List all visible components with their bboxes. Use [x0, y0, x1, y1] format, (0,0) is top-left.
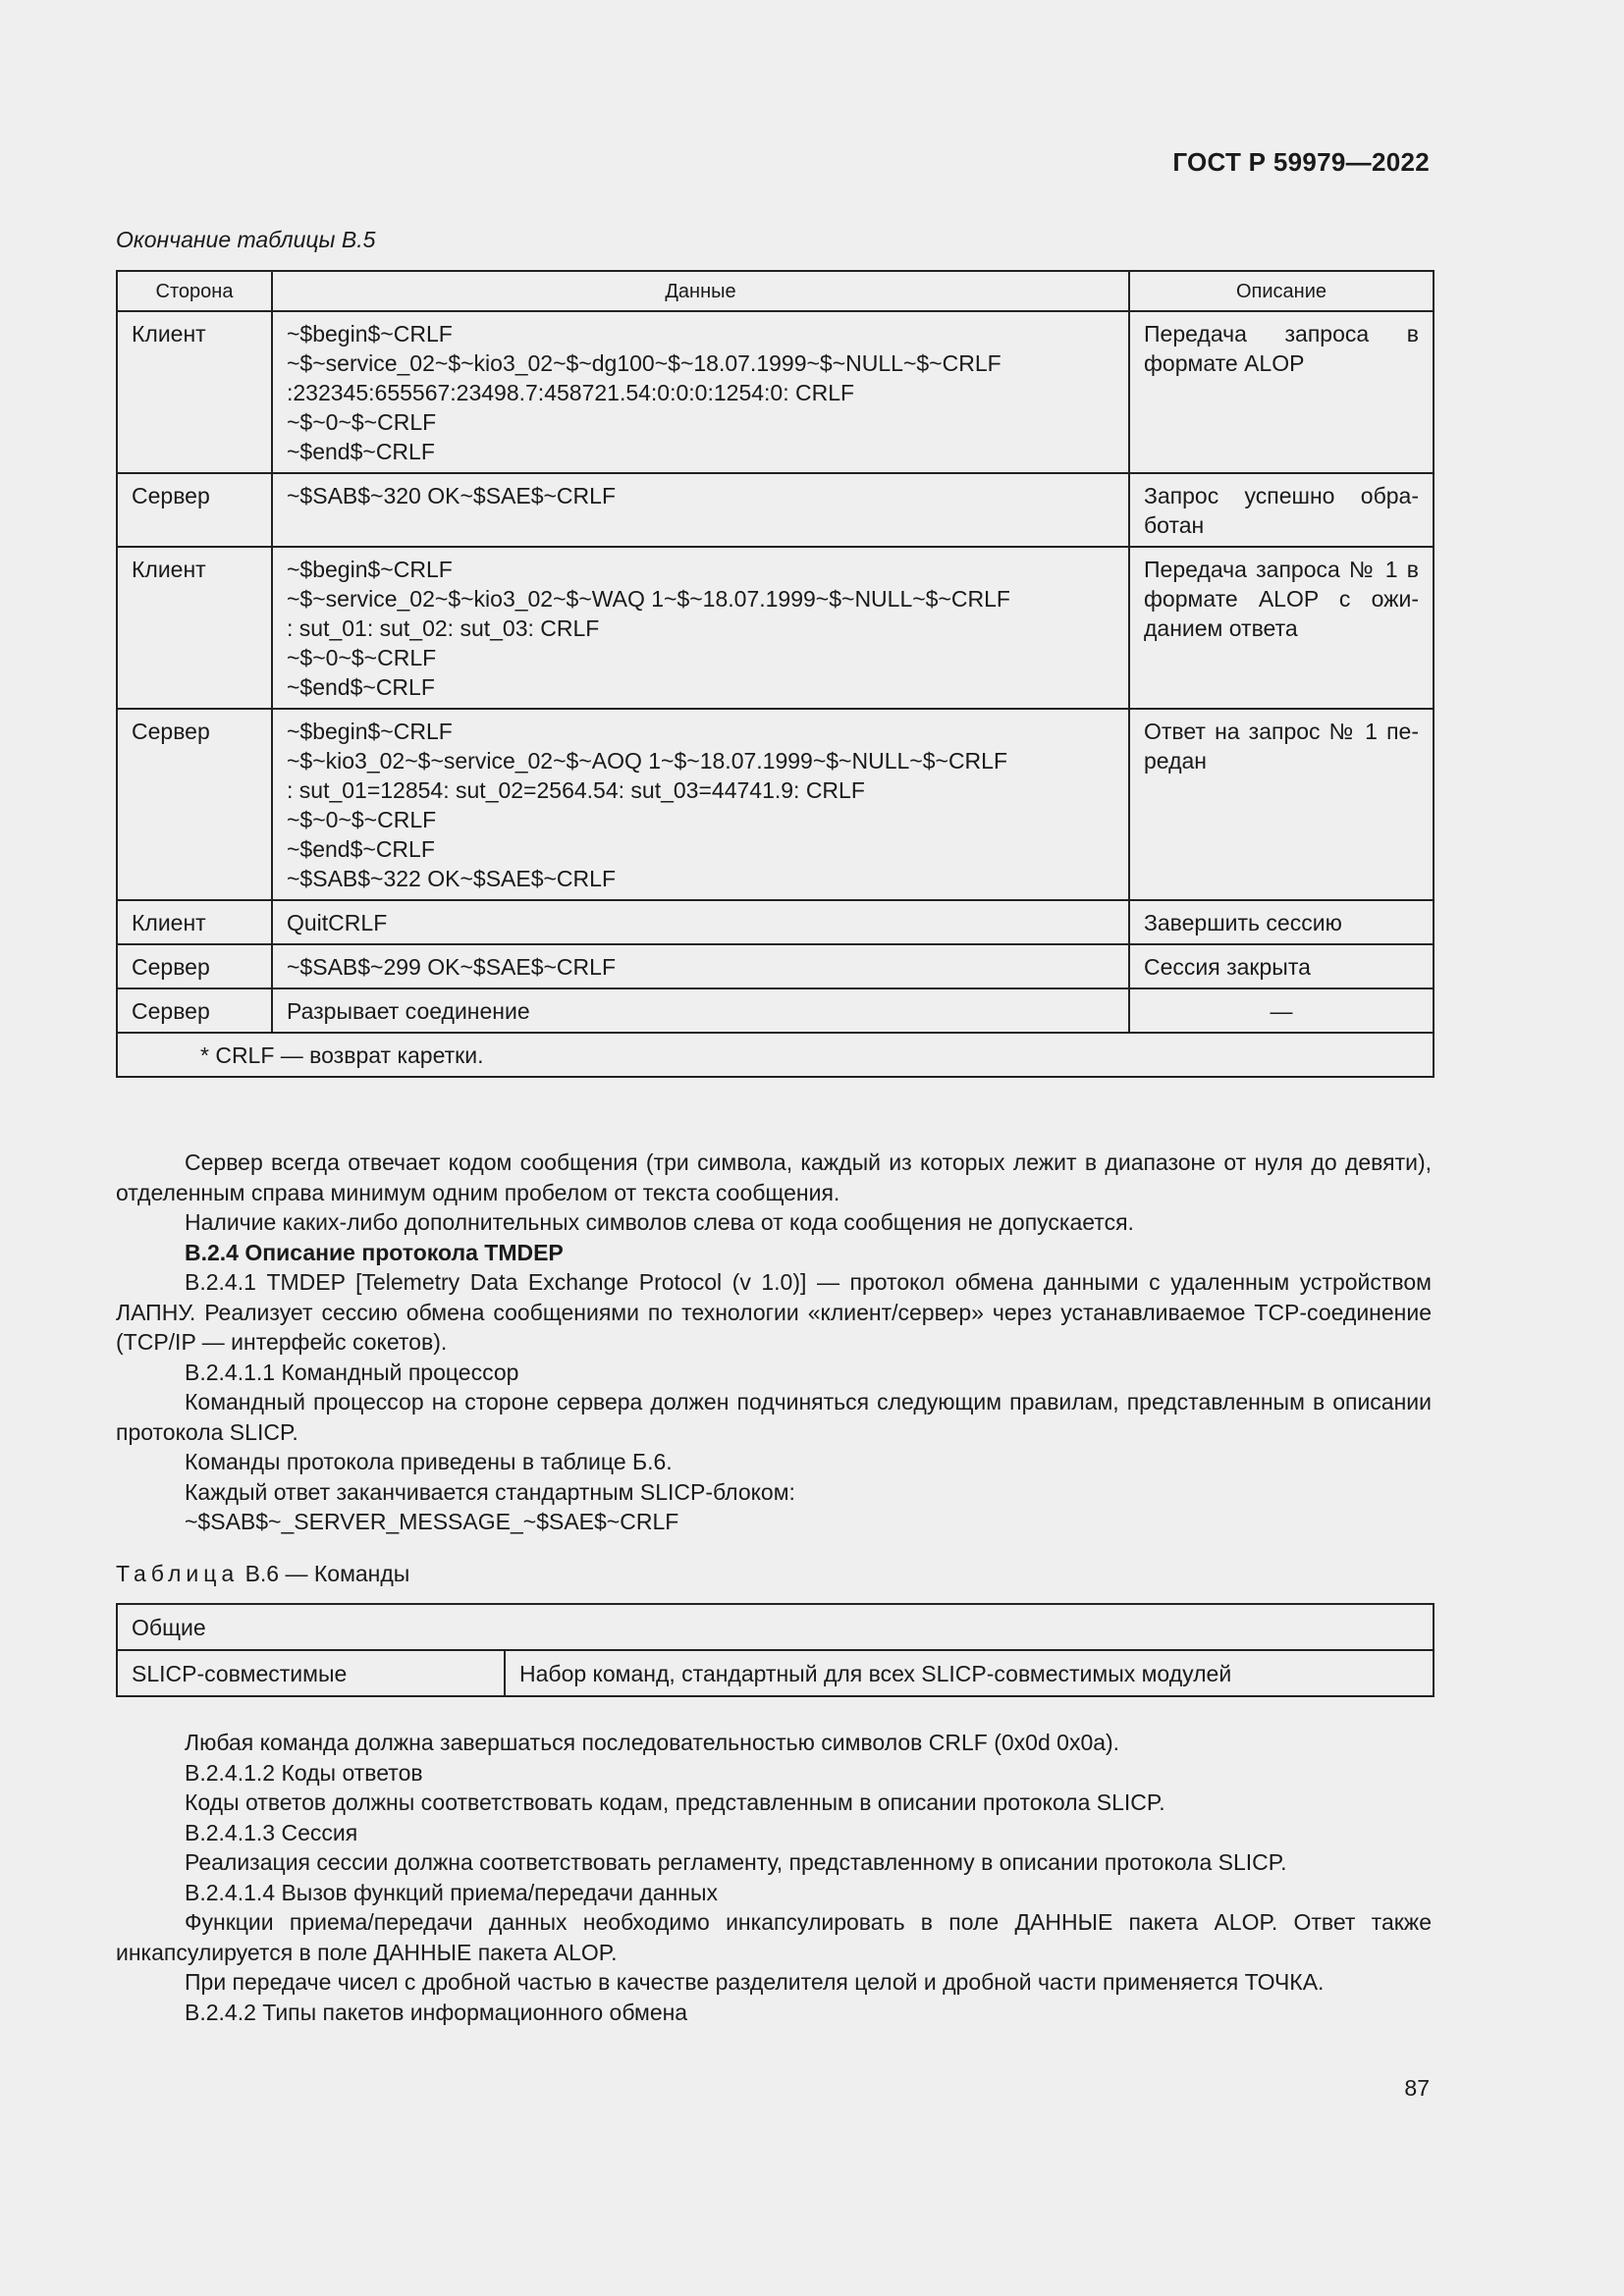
cell-description: Запрос успешно обра-ботан [1129, 473, 1434, 547]
table-footnote-row [117, 1033, 1434, 1077]
cell-side: Сервер [117, 709, 272, 900]
cell-data: ~$begin$~CRLF ~$~kio3_02~$~service_02~$~AOQ 1~$~18.07.1999~$~NULL~$~CRLF : sut_01=12854: sut_02=2564.54: sut_03=44741.9: CRLF ~$~0~$~CRLF ~$end$~CRLF ~$SAB$~322 OK~$SAE$~CRLF [272, 709, 1129, 900]
section-heading: В.2.4 Описание протокола TMDEP [185, 1239, 564, 1265]
cell-side: Клиент [117, 311, 272, 473]
paragraph: Сервер всегда отвечает кодом сообщения (три символа, каждый из которых лежит в диапазоне от нуля до девяти), отделенным справа минимум одним пробелом от текста сообщения. [116, 1149, 1432, 1205]
paragraph: При передаче чисел с дробной частью в качестве разделителя целой и дробной части применяется ТОЧКА. [185, 1969, 1325, 1995]
cell-description: Набор команд, стандартный для всех SLICP-совместимых модулей [505, 1650, 1434, 1696]
cell-data: Разрывает соединение [272, 988, 1129, 1033]
table-b5 [116, 270, 1435, 1078]
paragraph: Наличие каких-либо дополнительных символов слева от кода сообщения не допускается. [185, 1209, 1134, 1235]
paragraph: Функции приема/передачи данных необходимо инкапсулировать в поле ДАННЫЕ пакета ALOP. Ответ также инкапсулируется в поле ДАННЫЕ пакета ALOP. [116, 1909, 1432, 1965]
cell-description: — [1129, 988, 1434, 1033]
cell-side: Клиент [117, 547, 272, 709]
cell-general: Общие [117, 1604, 1434, 1650]
subsection-heading: В.2.4.1.2 Коды ответов [185, 1759, 423, 1786]
paragraph: Любая команда должна завершаться последовательностью символов CRLF (0x0d 0x0a). [185, 1730, 1120, 1755]
table-row [117, 1604, 1434, 1650]
cell-data: ~$begin$~CRLF ~$~service_02~$~kio3_02~$~WAQ 1~$~18.07.1999~$~NULL~$~CRLF : sut_01: sut_02: sut_03: CRLF ~$~0~$~CRLF ~$end$~CRLF [272, 547, 1129, 709]
paragraph: В.2.4.1 TMDEP [Telemetry Data Exchange Protocol (v 1.0)] — протокол обмена данными с удаленным устройством ЛАПНУ. Реализует сессию обмена сообщениями по технологии «клиент/сервер» через устанавливаемое TCP-соединение (TCP/IP — интерфейс сокетов). [116, 1269, 1432, 1355]
table-continuation-caption: Окончание таблицы В.5 [116, 227, 376, 252]
cell-description: Завершить сессию [1129, 900, 1434, 944]
paragraph: Командный процессор на стороне сервера должен подчиняться следующим правилам, представленным в описании протокола SLICP. [116, 1389, 1432, 1445]
cell-side: Сервер [117, 988, 272, 1033]
cell-side: Клиент [117, 900, 272, 944]
cell-category: SLICP-совместимые [117, 1650, 505, 1696]
table-row [117, 709, 1434, 900]
table-label: Таблица [116, 1561, 240, 1586]
cell-data: ~$SAB$~320 OK~$SAE$~CRLF [272, 473, 1129, 547]
table-row [117, 311, 1434, 473]
cell-data: QuitCRLF [272, 900, 1129, 944]
table-row [117, 547, 1434, 709]
subsection-heading: В.2.4.1.3 Сессия [185, 1819, 358, 1845]
subsection-heading: В.2.4.2 Типы пакетов информационного обмена [185, 1999, 688, 2025]
table-b6 [116, 1603, 1435, 1697]
table-row [117, 473, 1434, 547]
paragraph: Каждый ответ заканчивается стандартным SLICP-блоком: [185, 1478, 795, 1505]
table-row [117, 988, 1434, 1033]
paragraph: Реализация сессии должна соответствовать регламенту, представленному в описании протокола SLICP. [185, 1849, 1287, 1875]
cell-data: ~$SAB$~299 OK~$SAE$~CRLF [272, 944, 1129, 988]
table-b6-caption [116, 1561, 409, 1587]
cell-description: Передача запроса № 1 в формате ALOP с ожи-данием ответа [1129, 547, 1434, 709]
table-title: В.6 — Команды [239, 1561, 410, 1586]
table-footnote: * CRLF — возврат каретки. [117, 1033, 1434, 1077]
cell-side: Сервер [117, 473, 272, 547]
column-header-side: Сторона [117, 271, 272, 311]
paragraph: Команды протокола приведены в таблице Б.6. [185, 1449, 673, 1474]
cell-description: Передача запроса в формате ALOP [1129, 311, 1434, 473]
cell-description: Сессия закрыта [1129, 944, 1434, 988]
document-code: ГОСТ Р 59979—2022 [1172, 147, 1430, 177]
section-text-1 [116, 1148, 1432, 1537]
table-header-row [117, 271, 1434, 311]
column-header-description: Описание [1129, 271, 1434, 311]
cell-data: ~$begin$~CRLF ~$~service_02~$~kio3_02~$~dg100~$~18.07.1999~$~NULL~$~CRLF :232345:655567:23498.7:458721.54:0:0:0:1254:0: CRLF ~$~0~$~CRLF ~$end$~CRLF [272, 311, 1129, 473]
cell-description: Ответ на запрос № 1 пе-редан [1129, 709, 1434, 900]
subsection-heading: В.2.4.1.1 Командный процессор [185, 1359, 519, 1385]
table-row [117, 944, 1434, 988]
cell-side: Сервер [117, 944, 272, 988]
section-text-2 [116, 1728, 1432, 2027]
subsection-heading: В.2.4.1.4 Вызов функций приема/передачи данных [185, 1879, 718, 1905]
column-header-data: Данные [272, 271, 1129, 311]
table-row [117, 1650, 1434, 1696]
code-line: ~$SAB$~_SERVER_MESSAGE_~$SAE$~CRLF [185, 1509, 679, 1534]
table-row [117, 900, 1434, 944]
page-number: 87 [1404, 2075, 1430, 2101]
paragraph: Коды ответов должны соответствовать кодам, представленным в описании протокола SLICP. [185, 1789, 1165, 1815]
